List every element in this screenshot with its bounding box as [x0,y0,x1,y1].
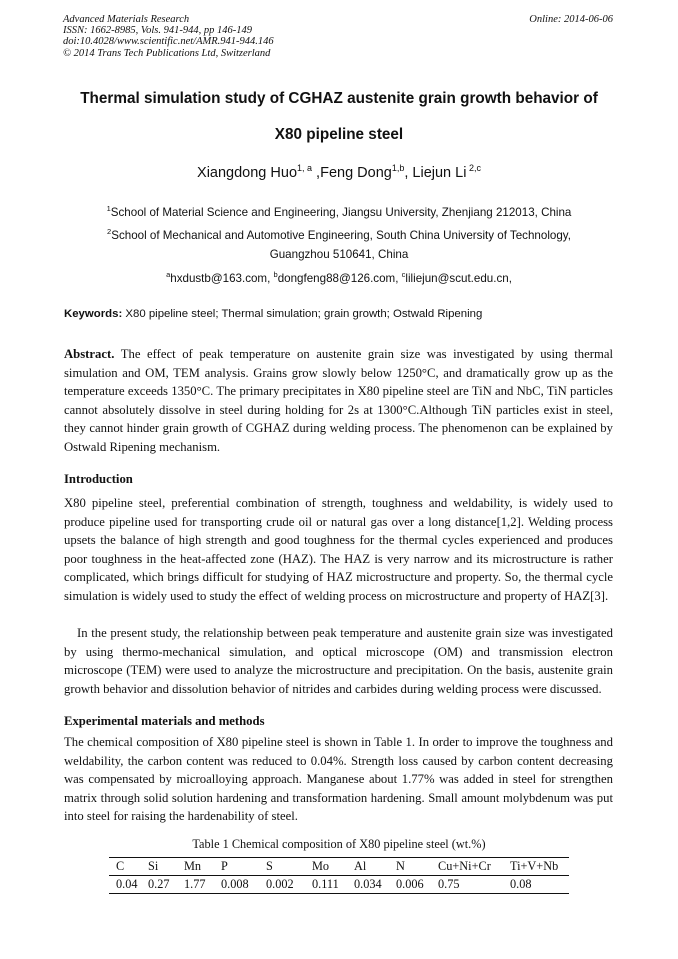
online-date: Online: 2014-06-06 [529,14,613,25]
table-header-row [109,858,569,876]
affiliation-text: Guangzhou 510641, China [269,248,409,261]
journal-issn: ISSN: 1662-8985, Vols. 941-944, pp 146-149 [63,25,252,37]
table-header-cell: Ti+V+Nb [510,859,559,873]
journal-name: Advanced Materials Research [63,14,190,25]
table-header-cell: C [116,859,125,873]
author-name: Xiangdong Huo [197,165,298,181]
table-header-cell: S [266,859,273,873]
author-separator: , [312,165,321,181]
table-cell: 0.034 [354,877,382,891]
table-header-cell: P [221,859,228,873]
affiliation-text: School of Material Science and Engineering, Jiangsu University, Zhenjiang 212013, China [110,206,572,219]
paper-title-line-1: Thermal simulation study of CGHAZ austenite grain growth behavior of [80,90,598,107]
author-emails [60,269,618,288]
composition-table [109,857,569,894]
table-header-cell: Mn [184,859,202,873]
abstract [64,345,613,456]
email-mark: b [273,270,278,279]
email-mark: a [166,270,171,279]
email-link[interactable]: hxdustb@163.com, [170,272,274,285]
section-heading-experimental: Experimental materials and methods [64,714,265,728]
affiliation-mark: 1 [106,204,111,213]
author-affiliation-mark: 1, a [297,163,313,173]
abstract-label: Abstract. [64,347,115,361]
abstract-text: The effect of peak temperature on austenite grain size was investigated by using thermal simulation and OM, TEM analysis. Grains grow slowly below 1250°C, and dramatically grow up as the temperature exceeds 1350°C. The primary precipitates in X80 pipeline steel are TiN and NbC, TiN particles cannot absolutely dissolve in steel during holding for 2s at 1300°C.Although TiN particles exist in steel, they cannot hinder grain growth of CGHAZ during welding process. The phenomenon can be explained by Ostwald Ripening mechanism. [64,347,613,454]
journal-copyright: © 2014 Trans Tech Publications Ltd, Switzerland [63,47,271,59]
table-header-cell: N [396,859,405,873]
author-affiliation-mark: 2,c [466,163,481,173]
keywords-text: X80 pipeline steel; Thermal simulation; grain growth; Ostwald Ripening [122,308,483,320]
table-cell: 0.006 [396,877,424,891]
email-mark: c [401,270,406,279]
author-name: Feng Dong [320,165,392,181]
author-separator: , [404,165,413,181]
table-cell: 0.008 [221,877,249,891]
table-row [109,876,569,894]
experimental-paragraph-1: The chemical composition of X80 pipeline steel is shown in Table 1. In order to improve the toughness and weldability, the carbon content was reduced to 0.04%. Strength loss caused by carbon content decreasing was compensated by microalloying approach. Manganese about 1.77% was added in steel for strengthen matrix through solid solution hardening and transformation hardening. Small amount molybdenum was put into steel for raising the hardenability of steel. [64,735,613,823]
table-header-cell: Cu+Ni+Cr [438,859,491,873]
email-link[interactable]: liliejun@scut.edu.cn, [405,272,512,285]
author-affiliation-mark: 1,b [391,163,405,173]
keywords [64,308,616,320]
journal-doi: doi:10.4028/www.scientific.net/AMR.941-944.146 [63,36,274,48]
table-caption: Table 1 Chemical composition of X80 pipeline steel (wt.%) [192,837,486,851]
affiliation-mark: 2 [107,227,112,236]
table-header-cell: Mo [312,859,330,873]
table-cell: 1.77 [184,877,206,891]
affiliation-1 [60,203,618,222]
introduction-paragraph-2: In the present study, the relationship between peak temperature and austenite grain size was investigated by using thermo-mechanical simulation, and optical microscope (OM) and transmission electron microscope (TEM) were used to analyze the microstructure and precipitation. On the basis, austenite grain growth behavior and dissolution behavior of nitrides and carbides during welding process were discussed. [64,626,613,696]
affiliation-2 [60,226,618,264]
table-cell: 0.08 [510,877,532,891]
table-cell: 0.75 [438,877,460,891]
journal-header [63,14,274,59]
table-cell: 0.111 [312,877,339,891]
email-link[interactable]: dongfeng88@126.com, [277,272,402,285]
introduction-paragraph-1: X80 pipeline steel, preferential combination of strength, toughness and weldability, is widely used to produce pipeline used for transporting crude oil or natural gas over a long distance[1,2]. Welding process upsets the balance of high strength and good toughness for the thermal cycles experienced and produces poor toughness in the heat-affected zone (HAZ). The HAZ is very narrow and its microstructure is rather complicated, which brings difficult for studying of HAZ microstructure and property. So, the thermal cycle simulation is widely used to study the effect of welding process on microstructure and property of HAZ[3]. [64,496,613,603]
table-cell: 0.27 [148,877,170,891]
author-list [40,165,638,181]
paper-title-line-2: X80 pipeline steel [274,126,404,143]
author-name: Liejun Li [412,165,467,181]
section-heading-introduction: Introduction [64,472,133,486]
affiliation-text: School of Mechanical and Automotive Engineering, South China University of Technology, [111,229,571,242]
keywords-label: Keywords: [64,308,123,320]
table-cell: 0.002 [266,877,294,891]
table-header-cell: Al [354,859,367,873]
table-header-cell: Si [148,859,159,873]
table-cell: 0.04 [116,877,138,891]
